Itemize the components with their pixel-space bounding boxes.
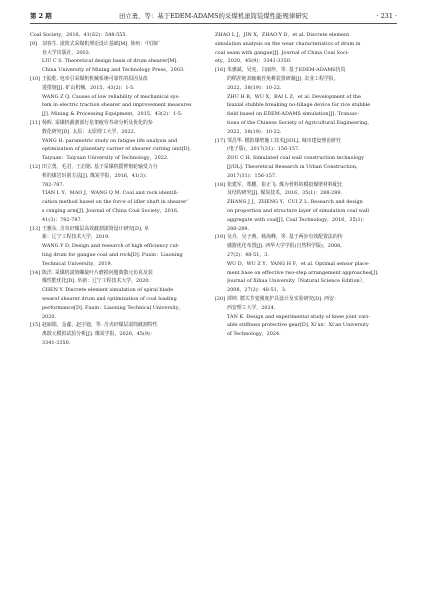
reference-line: 赵丽娟，金鑫，赵宇迪，等. 含夹矸煤层滚筒截割特性 (42, 322, 158, 329)
reference-number: [16] (215, 67, 226, 74)
reference-number: [20] (215, 295, 226, 302)
reference-line: WU D，WU Z Y，YANG H F，et al. Optimal sensor place- (227, 260, 370, 267)
reference-line: 288-289. (227, 225, 250, 232)
reference-line: simulation analysis on the wear characteristics of drum in (215, 40, 361, 47)
reference-entry (215, 295, 397, 339)
reference-line: 离散元模拟试验分析[J]. 煤炭学报，2020，45(9)： (42, 331, 155, 338)
reference-number: [15] (30, 322, 41, 329)
reference-line: 西安理工大学，2024. (227, 304, 276, 311)
reference-line: 陈洋. 采煤机滚筒螺旋叶片磨损问题离散元仿真及装 (42, 269, 153, 276)
reference-line: 吴丹，吴子燕，杨海峰，等. 基于两步有效配置法的传 (227, 234, 343, 241)
reference-line: TAN K. Design and experimental study of knee joint vari- (227, 313, 370, 320)
reference-entry (30, 75, 214, 119)
reference-line: WANG Z Q. Causes of low reliability of mechanical sys- (42, 93, 180, 100)
page-number: · 231 · (376, 12, 397, 20)
reference-line: YANG H. parametric study on fatigue life analysis and (42, 137, 178, 144)
reference-line: 谭坤. 膝关节变刚度护具设计及实验研究[D]. 西安： (227, 295, 339, 302)
reference-line: 王振乾. 电牵引采煤机机械系统可靠性的原因及改 (42, 75, 148, 82)
reference-number: [9] (30, 40, 37, 47)
reference-line: WANG Y D. Design and research of high efficiency cut- (42, 243, 180, 250)
reference-entry (215, 66, 397, 136)
reference-line: 2022，38(19)：10-22. (227, 128, 282, 135)
reference-entry (30, 163, 214, 225)
reference-line: 新：辽宁工程技术大学，2019. (42, 234, 110, 241)
reference-line: 的稻茬地双轴破茬免耕装置研制[J]. 农业工程学报， (227, 75, 339, 82)
reference-line: biaxial stubble breaking no-tillage device for rice stubble (227, 102, 371, 109)
reference-number: [13] (30, 225, 41, 232)
reference-entry (30, 269, 214, 322)
reference-entry (215, 137, 397, 181)
reference-line: ZHANG J J，ZHENG Y，CUI Z L. Research and design (227, 199, 363, 206)
reference-line: ment base on effective two-step arrangement approaches[J]. (227, 269, 379, 276)
reference-line: field based on EDEM-ADAMS simulation[J]. Transac- (227, 111, 360, 118)
reference-number: [10] (30, 75, 41, 82)
reference-line: 刘春生. 滚筒式采煤机理论设计基础[M]. 徐州：中国矿 (42, 40, 160, 47)
reference-number: [14] (30, 269, 41, 276)
reference-line: 2017(31)：156-157. (227, 172, 277, 179)
reference-continuation (30, 31, 214, 40)
reference-entry (215, 233, 397, 295)
reference-line: 2020. (42, 313, 57, 320)
reference-line: ZOU C H. Simulated coal wall construction technology (227, 155, 364, 162)
reference-number: [19] (215, 234, 226, 241)
reference-line: Taiyuan：Taiyuan University of Technology，2022. (42, 155, 169, 162)
reference-line: 41(3)：782-787. (42, 216, 83, 223)
reference-line: 3341-3350. (42, 339, 71, 346)
running-title: 田立勇，等：基于EDEM-ADAMS的采煤机滚筒装煤性能规律研究 (118, 12, 309, 20)
reference-number: [12] (30, 163, 41, 170)
reference-line: ZHAO L J，JIN X，ZHAO Y D，et al. Discrete element (215, 32, 350, 38)
reference-line: ety，2020，45(9)：3341-3350. (215, 58, 292, 65)
reference-column-right (215, 31, 397, 339)
reference-line: LIU C S. Theoretical design basis of drum shearer[M]. (42, 58, 178, 65)
reference-line: 数化研究[D]. 太原：太原理工大学，2022. (42, 128, 136, 135)
reference-line: performance[D]. Fuxin：Liaoning Technical University， (42, 304, 184, 311)
reference-line: Technical University，2019. (42, 260, 113, 267)
reference-line: 2022，38(19)：10-22. (227, 84, 282, 91)
reference-entry (30, 225, 214, 269)
reference-line: 煤性能优化[D]. 阜新：辽宁工程技术大学，2020. (42, 278, 150, 285)
reference-line: China University of Mining and Technology Press，2003. (42, 67, 185, 74)
reference-line: ting drum for gangue coal and rock[D]. Fuxin：Liaoning (42, 251, 183, 258)
reference-line: 及结构研究[J]. 煤炭技术，2016，35(1)：288-289. (227, 190, 343, 197)
reference-number: [17] (215, 137, 226, 144)
reference-line: cation method based on the force of idler shaft in shearer’ (42, 199, 189, 206)
reference-line: wearof shearer drum and optimization of coal loading (42, 295, 177, 302)
reference-number: [11] (30, 119, 41, 126)
issue-number: 第 2 期 (30, 12, 52, 20)
reference-entry (30, 119, 214, 163)
reference-line: Journal of Xihua University（Natural Science Edition）， (227, 278, 368, 285)
reference-line: [J]. Mining & Processing Equipment，2015，43(2)：1-5. (42, 111, 183, 118)
reference-line: optimization of planetary carrier of shearer cutting unit[D]. (42, 146, 192, 153)
reference-line: [J/OL]. Theoretical Research in Urban Construction， (227, 163, 361, 170)
reference-continuation (215, 31, 397, 66)
reference-line: 析的煤岩识别方法[J]. 煤炭学报，2016，41(3)： (42, 172, 150, 179)
reference-line: on proportion and structure layer of simulation coal wall (227, 207, 369, 214)
reference-column-left (30, 31, 214, 348)
reference-line: CHEN Y. Discrete element simulation of spiral blade (42, 287, 174, 294)
reference-line: (电子版)，2017(31)：156-157. (227, 146, 300, 153)
reference-line: able stiffness protective gear[D]. Xi’an：Xi’an University (227, 322, 369, 329)
reference-line: 进措施[J]. 矿山机械，2015，43(2)：1-5. (42, 84, 135, 91)
reference-line: 张建军，郑鹏，崔正飞. 煤为骨料的模拟煤壁材料配比 (227, 181, 343, 188)
reference-line: 田立勇，毛君，王启铭. 基于采煤机摇臂惰轮轴受力分 (42, 163, 158, 170)
reference-line: 27(2)：48-51，3. (227, 251, 269, 258)
reference-line: 感器优化布置[J]. 西华大学学报(自然科学版)，2008， (227, 243, 346, 250)
reference-line: TIAN L Y，MAO J，WANG Q M. Coal and rock identifi- (42, 190, 179, 197)
reference-line: 782-787. (42, 181, 65, 188)
reference-line: tions of the Chinese Society of Agricultural Engineering， (227, 119, 373, 126)
reference-number: [18] (215, 181, 226, 188)
reference-line: s ranging arm[J]. Journal of China Coal Society，2016， (42, 207, 182, 214)
reference-line: 2008，27(2)：48-51，3. (227, 287, 287, 294)
reference-line: 杨晖. 采煤机截割部行星架疲劳寿命分析及优化的参 (42, 119, 153, 126)
reference-line: 邹昌华. 模拟煤壁施工技术[J/OL]. 城市建设理论研究 (227, 137, 341, 144)
reference-line: 朱惠斌，吴宪，白丽珍，等. 基于EDEM-ADAMS仿真 (227, 67, 346, 74)
reference-line: 王雅东. 含夹矸煤层高效截割滚筒设计研究[D]. 阜 (42, 225, 149, 232)
reference-line: tem in electric traction shearer and improvement measures (42, 102, 192, 109)
reference-line: 业大学出版社，2003. (42, 49, 91, 56)
reference-line: coal seam with gangue[J]. Journal of China Coal Soci- (215, 49, 349, 56)
running-header (30, 9, 397, 24)
reference-entry (30, 321, 214, 347)
reference-line: aggregate with coal[J]. Coal Technology，2016，35(1)： (227, 216, 368, 223)
reference-entry (215, 181, 397, 234)
reference-line: Coal Society，2016，41(S2)：548-555. (30, 32, 128, 38)
reference-line: of Technology，2024. (227, 331, 281, 338)
reference-line: ZHU H B，WU X，BAI L Z，et al. Development of the (227, 93, 361, 100)
reference-entry (30, 40, 214, 75)
